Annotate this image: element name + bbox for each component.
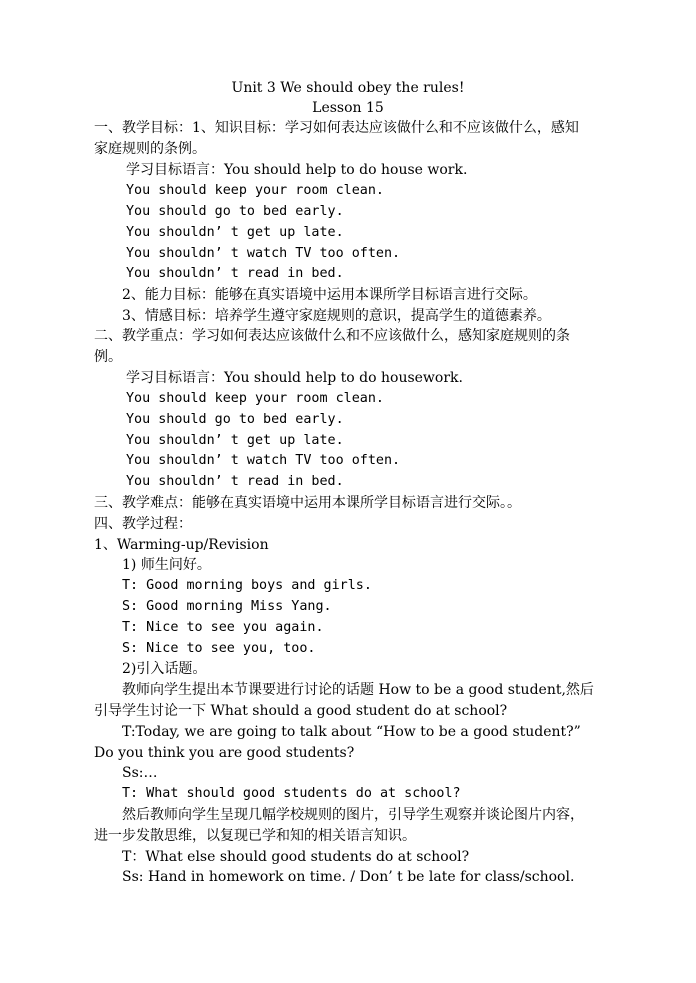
text-line: 家庭规则的条例。 [94,141,206,157]
text-line: 学习目标语言：You should help to do housework. [126,370,463,386]
text-line: 三、教学难点：能够在真实语境中运用本课所学目标语言进行交际。。 [94,495,521,511]
text-line: S: Nice to see you, too. [122,641,316,656]
text-line: T:Today, we are going to talk about “How to be a good student?” [122,724,581,740]
text-line: 2、能力目标：能够在真实语境中运用本课所学目标语言进行交际。 [122,287,537,303]
text-line: You should keep your room clean. [126,391,384,406]
text-line: You should go to bed early. [126,412,344,427]
text-line: T: What should good students do at school? [122,786,461,801]
text-line: 1) 师生问好。 [122,557,211,573]
document-title: Unit 3 We should obey the rules! [231,80,465,96]
text-line: T：What else should good students do at school? [122,849,470,865]
text-line: 进一步发散思维，以复现已学和知的相关语言知识。 [94,828,416,844]
text-line: You shouldn’ t read in bed. [126,266,344,281]
text-line: You shouldn’ t get up late. [126,225,344,240]
text-line: Do you think you are good students? [94,745,355,761]
text-line: Ss:… [122,765,158,781]
text-line: 四、教学过程： [94,516,192,532]
text-line: Ss: Hand in homework on time. / Don’ t be late for class/school. [122,869,575,885]
text-line: You shouldn’ t watch TV too often. [126,453,401,468]
text-line: You shouldn’ t get up late. [126,433,344,448]
text-line: You should keep your room clean. [126,183,384,198]
text-line: 然后教师向学生呈现几幅学校规则的图片，引导学生观察并谈论图片内容， [122,807,584,823]
text-line: S: Good morning Miss Yang. [122,599,332,614]
text-line: 学习目标语言：You should help to do house work. [126,162,468,178]
text-line: You should go to bed early. [126,204,344,219]
text-line: 教师向学生提出本节课要进行讨论的话题 How to be a good student,然后 [122,682,594,698]
text-line: 二、教学重点：学习如何表达应该做什么和不应该做什么，感知家庭规则的条 [94,328,570,344]
lesson-subtitle: Lesson 15 [312,100,384,116]
text-line: 1、Warming-up/Revision [94,537,269,553]
text-line: You shouldn’ t read in bed. [126,474,344,489]
text-line: 引导学生讨论一下 What should a good student do at school? [94,703,508,719]
text-line: 3、情感目标：培养学生遵守家庭规则的意识，提高学生的道德素养。 [122,308,551,324]
text-line: You shouldn’ t watch TV too often. [126,246,401,261]
text-line: 一、教学目标：1、知识目标：学习如何表达应该做什么和不应该做什么，感知 [94,120,579,136]
text-line: T: Good morning boys and girls. [122,578,372,593]
text-line: 例。 [94,349,122,365]
text-line: 2)引入话题。 [122,661,207,677]
text-line: T: Nice to see you again. [122,620,324,635]
